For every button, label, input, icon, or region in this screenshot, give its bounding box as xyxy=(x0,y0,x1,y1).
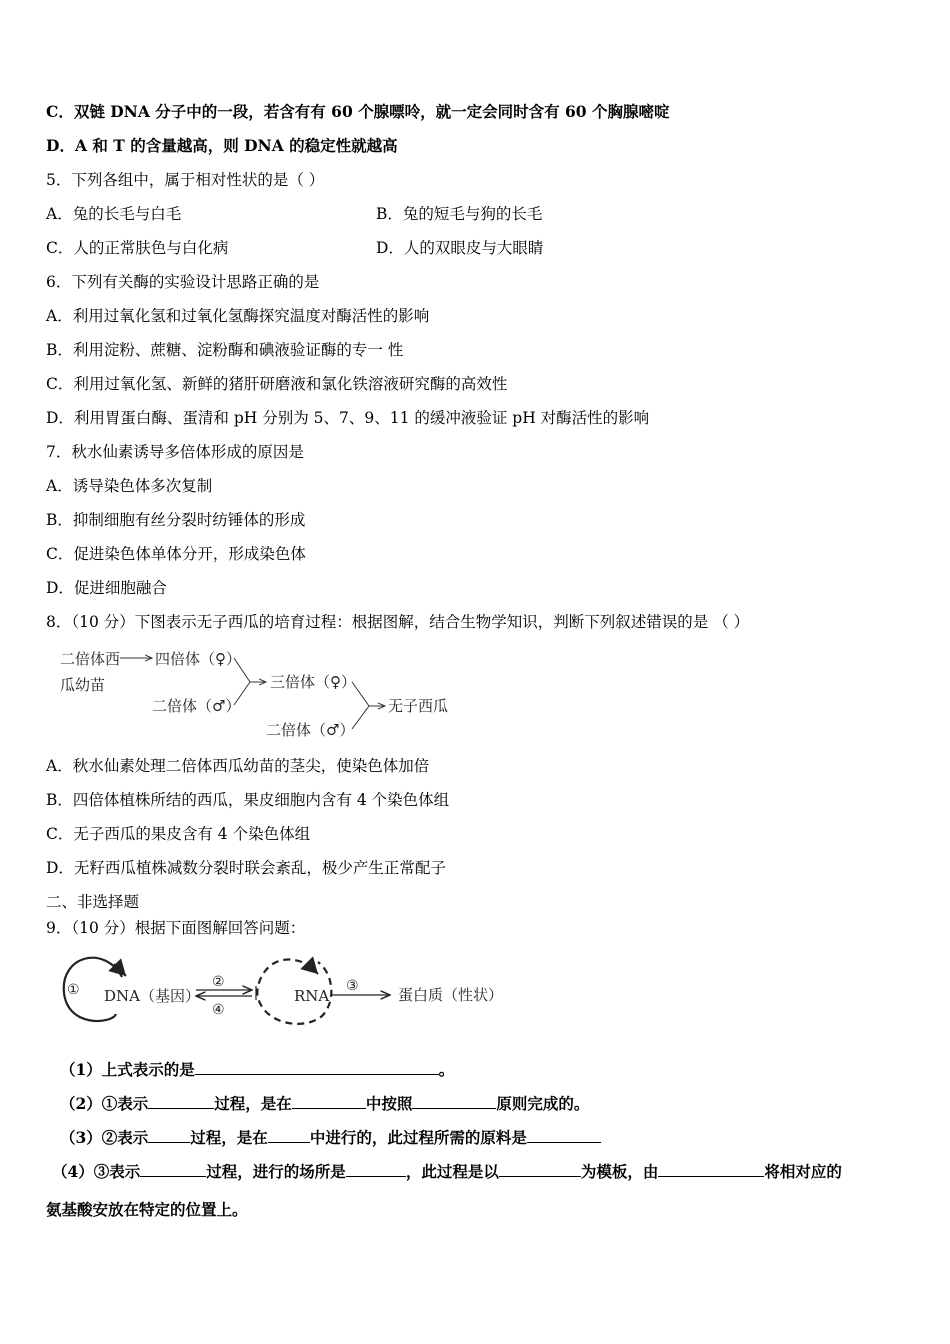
answer-blank-3b[interactable] xyxy=(268,1128,310,1143)
label-circle-1: ① xyxy=(67,982,80,998)
q8-option-b: B．四倍体植株所结的西瓜，果皮细胞内含有 4 个染色体组 xyxy=(46,791,450,809)
diagram-protein-trait: 蛋白质（性状） xyxy=(398,986,504,1004)
q8-option-a: A．秋水仙素处理二倍体西瓜幼苗的茎尖，使染色体加倍 xyxy=(46,757,430,775)
q9-part-1 xyxy=(60,1060,454,1080)
q6-option-d: D．利用胃蛋白酶、蛋清和 pH 分别为 5、7、9、11 的缓冲液验证 pH 对酶活性的影响 xyxy=(46,409,650,427)
q5-stem: 5．下列各组中，属于相对性状的是（ ） xyxy=(46,171,325,189)
q9-stem: 9．（10 分）根据下面图解回答问题： xyxy=(46,919,306,937)
q5-option-c: C．人的正常肤色与白化病 xyxy=(46,239,229,257)
section-title: 二、非选择题 xyxy=(46,893,140,911)
diagram-tetraploid-female: 四倍体（♀） xyxy=(155,650,241,668)
q4-option-c: C．双链 DNA 分子中的一段，若含有有 60 个腺嘌呤，就一定会同时含有 60 个胸腺嘧啶 xyxy=(46,102,670,121)
answer-blank-2b[interactable] xyxy=(292,1094,366,1109)
label-circle-4: ④ xyxy=(212,1002,225,1018)
q9-part-2-text-d: 原则完成的。 xyxy=(496,1094,590,1113)
q9-part-1-end: 。 xyxy=(438,1060,455,1079)
diagram-rna: RNA xyxy=(294,987,330,1005)
q9-part-4-continued: 氨基酸安放在特定的位置上。 xyxy=(46,1200,248,1219)
diagram-triploid-female: 三倍体（♀） xyxy=(270,673,356,691)
q7-option-b: B．抑制细胞有丝分裂时纺锤体的形成 xyxy=(46,511,306,529)
answer-blank-3c[interactable] xyxy=(527,1128,601,1143)
q9-part-2-text-b: 过程，是在 xyxy=(214,1094,292,1113)
q9-part-1-text: （1）上式表示的是 xyxy=(60,1060,195,1079)
q9-part-2-text-a: （2）①表示 xyxy=(60,1094,149,1113)
label-circle-3: ③ xyxy=(346,978,359,994)
q9-part-4-text-c: ，此过程是以 xyxy=(405,1162,499,1181)
q9-part-4-text-a: （4）③表示 xyxy=(52,1162,141,1181)
rna-replication-arrowhead xyxy=(308,964,318,974)
answer-blank-2c[interactable] xyxy=(412,1094,496,1109)
diagram-dna-gene: DNA（基因） xyxy=(104,987,200,1005)
q9-part-3 xyxy=(60,1128,601,1148)
q9-part-3-text-a: （3）②表示 xyxy=(60,1128,149,1147)
q7-option-c: C．促进染色体单体分开，形成染色体 xyxy=(46,545,306,563)
q9-part-4-text-e: 将相对应的 xyxy=(764,1162,842,1181)
q5-option-a: A．兔的长毛与白毛 xyxy=(46,205,182,223)
diagram-seedless-watermelon: 无子西瓜 xyxy=(388,697,449,715)
answer-blank-1[interactable] xyxy=(195,1060,439,1075)
q9-part-4 xyxy=(52,1162,842,1182)
q6-option-b: B．利用淀粉、蔗糖、淀粉酶和碘液验证酶的专一 性 xyxy=(46,341,404,359)
answer-blank-4b[interactable] xyxy=(346,1162,406,1177)
q9-part-4-text-b: 过程，进行的场所是 xyxy=(206,1162,346,1181)
answer-blank-4a[interactable] xyxy=(140,1162,206,1177)
q9-part-4-text-d: 为模板，由 xyxy=(580,1162,659,1181)
q8-option-d: D．无籽西瓜植株减数分裂时联会紊乱，极少产生正常配子 xyxy=(46,859,446,877)
seedless-watermelon-diagram xyxy=(56,644,456,740)
answer-blank-4d[interactable] xyxy=(658,1162,764,1177)
diagram-diploid-seedling-line2: 瓜幼苗 xyxy=(60,676,106,694)
diagram-diploid-male: 二倍体（♂） xyxy=(152,697,241,715)
q5-option-d: D．人的双眼皮与大眼睛 xyxy=(376,239,544,257)
q9-part-2 xyxy=(60,1094,589,1114)
answer-blank-3a[interactable] xyxy=(148,1128,190,1143)
q9-part-3-text-c: 中进行的，此过程所需的原料是 xyxy=(309,1128,527,1147)
q5-option-b: B．兔的短毛与狗的长毛 xyxy=(376,205,543,223)
q9-part-2-text-c: 中按照 xyxy=(365,1094,413,1113)
central-dogma-diagram xyxy=(56,948,526,1032)
diagram-diploid-seedling-line1: 二倍体西 xyxy=(60,650,121,668)
diagram-diploid-male-2: 二倍体（♂） xyxy=(266,721,355,739)
q7-stem: 7．秋水仙素诱导多倍体形成的原因是 xyxy=(46,443,304,461)
q7-option-d: D．促进细胞融合 xyxy=(46,579,167,597)
q4-option-d: D．A 和 T 的含量越高，则 DNA 的稳定性就越高 xyxy=(46,136,398,155)
q6-option-a: A．利用过氧化氢和过氧化氢酶探究温度对酶活性的影响 xyxy=(46,307,430,325)
q8-stem: 8．（10 分）下图表示无子西瓜的培育过程：根据图解，结合生物学知识，判断下列叙述错误的是 （ ） xyxy=(46,613,750,631)
answer-blank-2a[interactable] xyxy=(148,1094,214,1109)
q6-option-c: C．利用过氧化氢、新鲜的猪肝研磨液和氯化铁溶液研究酶的高效性 xyxy=(46,375,508,393)
label-circle-2: ② xyxy=(212,974,225,990)
q7-option-a: A．诱导染色体多次复制 xyxy=(46,477,213,495)
answer-blank-4c[interactable] xyxy=(499,1162,581,1177)
q6-stem: 6．下列有关酶的实验设计思路正确的是 xyxy=(46,273,320,291)
q9-part-3-text-b: 过程，是在 xyxy=(190,1128,268,1147)
q8-option-c: C．无子西瓜的果皮含有 4 个染色体组 xyxy=(46,825,311,843)
